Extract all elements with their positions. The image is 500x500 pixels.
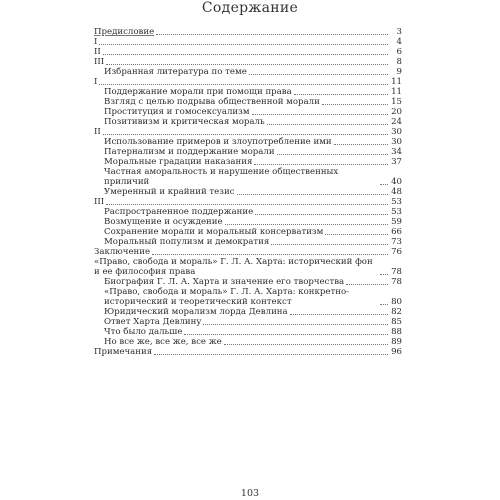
leader-dots bbox=[224, 343, 388, 345]
leader-dots bbox=[99, 43, 388, 45]
toc-entry-page: 85 bbox=[391, 317, 402, 327]
toc-entry[interactable] bbox=[94, 137, 402, 147]
toc-entry[interactable] bbox=[94, 87, 402, 97]
toc-entry-page: 82 bbox=[391, 307, 402, 317]
toc-entry-title: «Право, свобода и мораль» Г. Л. А. Харта: исторический фон и ее философия права bbox=[94, 257, 373, 277]
toc-entry-title: Возмущение и осуждение bbox=[104, 217, 223, 227]
toc-entry[interactable] bbox=[94, 97, 402, 107]
leader-dots bbox=[152, 253, 388, 255]
toc-entry-title: Предисловие bbox=[94, 27, 155, 37]
toc-entry[interactable] bbox=[94, 147, 402, 157]
leader-dots bbox=[156, 33, 388, 35]
leader-dots bbox=[249, 73, 388, 75]
toc-entry-title: Проституция и гомосексуализм bbox=[104, 107, 250, 117]
leader-dots bbox=[106, 203, 388, 205]
toc-entry-title: Но все же, все же, все же bbox=[104, 337, 222, 347]
toc-entry-title: Избранная литература по теме bbox=[104, 67, 247, 77]
toc-entry-title: Использование примеров и злоупотребление ими bbox=[104, 137, 332, 147]
toc-entry-title: «Право, свобода и мораль» Г. Л. А. Харта: конкретно-исторический и теоретический контекст bbox=[104, 287, 350, 307]
toc-entry-page: 48 bbox=[391, 187, 402, 197]
toc-entry[interactable] bbox=[94, 37, 402, 47]
toc-entry-page: 89 bbox=[391, 337, 402, 347]
toc-entry-title: II bbox=[94, 47, 101, 57]
toc-entry[interactable] bbox=[94, 337, 402, 347]
toc-entry[interactable] bbox=[94, 257, 402, 277]
toc-entry-page: 30 bbox=[391, 127, 402, 137]
toc-entry-page: 37 bbox=[391, 157, 402, 167]
toc-entry[interactable] bbox=[94, 27, 402, 37]
toc-entry-page: 30 bbox=[391, 137, 402, 147]
toc-entry[interactable] bbox=[94, 107, 402, 117]
toc-entry[interactable] bbox=[94, 287, 402, 307]
toc-entry-page: 76 bbox=[391, 247, 402, 257]
leader-dots bbox=[334, 143, 388, 145]
toc-entry-title: Умеренный и крайний тезис bbox=[104, 187, 235, 197]
toc-entry-page: 20 bbox=[391, 107, 402, 117]
leader-dots bbox=[254, 163, 388, 165]
leader-dots bbox=[277, 153, 388, 155]
toc-entry-title: Поддержание морали при помощи права bbox=[104, 87, 292, 97]
page-number: 103 bbox=[240, 488, 260, 499]
toc-entry[interactable] bbox=[94, 117, 402, 127]
toc-entry[interactable] bbox=[94, 237, 402, 247]
leader-dots bbox=[346, 283, 388, 285]
leader-dots bbox=[103, 133, 388, 135]
toc-entry-page: 9 bbox=[396, 67, 402, 77]
toc-entry-page: 3 bbox=[396, 27, 402, 37]
toc-entry[interactable] bbox=[94, 67, 402, 77]
toc-entry-page: 78 bbox=[391, 267, 402, 277]
toc-entry-page: 6 bbox=[396, 47, 402, 57]
toc-entry-title: Что было дальше bbox=[104, 327, 183, 337]
toc-entry[interactable] bbox=[94, 347, 402, 357]
toc-entry-page: 15 bbox=[391, 97, 402, 107]
toc-entry[interactable] bbox=[94, 127, 402, 137]
toc-entry-page: 66 bbox=[391, 227, 402, 237]
toc-entry[interactable] bbox=[94, 327, 402, 337]
leader-dots bbox=[103, 53, 388, 55]
toc-entry-page: 24 bbox=[391, 117, 402, 127]
toc-entry-title: III bbox=[94, 197, 105, 207]
toc-entry[interactable] bbox=[94, 217, 402, 227]
toc-entry-page: 34 bbox=[391, 147, 402, 157]
toc-entry[interactable] bbox=[94, 207, 402, 217]
toc-entry[interactable] bbox=[94, 227, 402, 237]
toc-entry-page: 96 bbox=[391, 347, 402, 357]
toc-entry-title: Сохранение морали и моральный консерватизм bbox=[104, 227, 324, 237]
toc-entry-title: I bbox=[94, 37, 98, 47]
toc-entry-page: 40 bbox=[391, 177, 402, 187]
leader-dots bbox=[267, 123, 388, 125]
toc-entry[interactable] bbox=[94, 157, 402, 167]
toc-entry-title: Моральные градации наказания bbox=[104, 157, 253, 167]
toc-entry[interactable] bbox=[94, 47, 402, 57]
leader-dots bbox=[225, 223, 388, 225]
toc-entry[interactable] bbox=[94, 77, 402, 87]
leader-dots bbox=[237, 193, 389, 195]
leader-dots bbox=[380, 273, 388, 275]
toc-entry[interactable] bbox=[94, 197, 402, 207]
page-title: Содержание bbox=[201, 0, 299, 16]
leader-dots bbox=[154, 353, 388, 355]
table-of-contents bbox=[94, 27, 402, 357]
toc-entry-page: 11 bbox=[391, 77, 402, 87]
leader-dots bbox=[271, 243, 388, 245]
toc-entry-title: Патернализм и поддержание морали bbox=[104, 147, 275, 157]
toc-entry-title: II bbox=[94, 127, 101, 137]
leader-dots bbox=[380, 183, 388, 185]
toc-entry-page: 53 bbox=[391, 207, 402, 217]
leader-dots bbox=[255, 213, 388, 215]
toc-entry-title: Биография Г. Л. А. Харта и значение его творчества bbox=[104, 277, 345, 287]
toc-entry-page: 80 bbox=[391, 297, 402, 307]
toc-entry-page: 59 bbox=[391, 217, 402, 227]
leader-dots bbox=[184, 333, 388, 335]
leader-dots bbox=[99, 83, 388, 85]
leader-dots bbox=[203, 323, 388, 325]
toc-entry-title: Ответ Харта Девлину bbox=[104, 317, 202, 327]
toc-entry[interactable] bbox=[94, 277, 402, 287]
leader-dots bbox=[325, 233, 388, 235]
toc-entry[interactable] bbox=[94, 57, 402, 67]
toc-entry[interactable] bbox=[94, 307, 402, 317]
toc-entry[interactable] bbox=[94, 167, 402, 187]
toc-entry-title: Моральный популизм и демократия bbox=[104, 237, 270, 247]
toc-entry-title: Юридический морализм лорда Девлина bbox=[104, 307, 288, 317]
toc-entry-title: Распространенное поддержание bbox=[104, 207, 254, 217]
toc-entry-page: 4 bbox=[396, 37, 402, 47]
leader-dots bbox=[380, 303, 388, 305]
leader-dots bbox=[252, 113, 389, 115]
toc-entry-title: Частная аморальность и нарушение общественных приличий bbox=[104, 167, 339, 187]
toc-entry-page: 73 bbox=[391, 237, 402, 247]
toc-entry-page: 11 bbox=[391, 87, 402, 97]
toc-entry-title: Позитивизм и критическая мораль bbox=[104, 117, 265, 127]
toc-entry[interactable] bbox=[94, 317, 402, 327]
toc-entry-title: III bbox=[94, 57, 105, 67]
toc-entry[interactable] bbox=[94, 187, 402, 197]
toc-entry-title: Заключение bbox=[94, 247, 151, 257]
toc-entry-page: 88 bbox=[391, 327, 402, 337]
toc-entry-page: 53 bbox=[391, 197, 402, 207]
leader-dots bbox=[322, 103, 388, 105]
leader-dots bbox=[294, 93, 388, 95]
toc-entry[interactable] bbox=[94, 247, 402, 257]
toc-entry-page: 8 bbox=[396, 57, 402, 67]
leader-dots bbox=[106, 63, 388, 65]
toc-entry-title: Примечания bbox=[94, 347, 153, 357]
toc-entry-page: 78 bbox=[391, 277, 402, 287]
toc-entry-title: Взгляд с целью подрыва общественной морали bbox=[104, 97, 320, 107]
toc-entry-title: I bbox=[94, 77, 98, 87]
leader-dots bbox=[290, 313, 388, 315]
